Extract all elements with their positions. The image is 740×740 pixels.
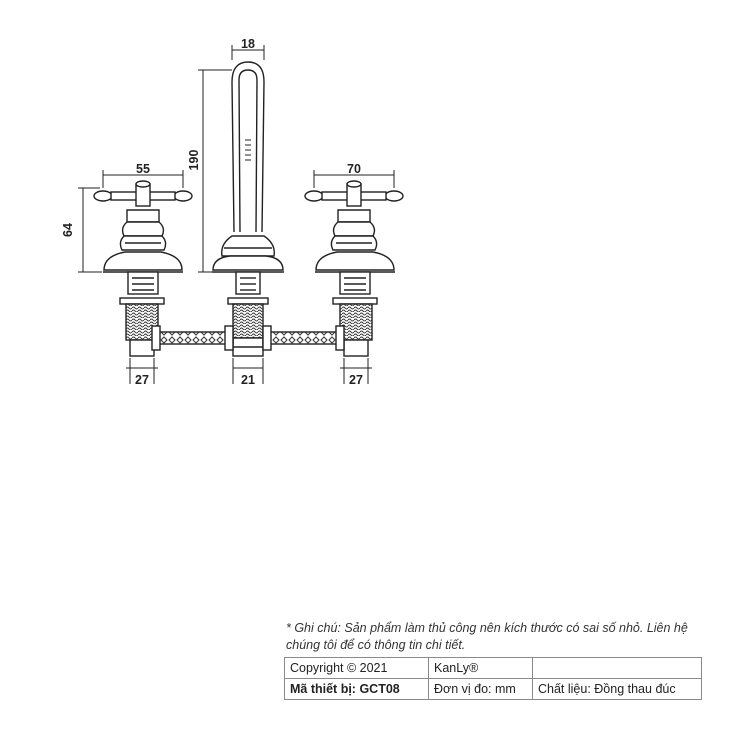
table-row xyxy=(285,658,702,679)
left-valve xyxy=(94,181,192,356)
spout xyxy=(212,62,284,356)
dim-center-connector: 21 xyxy=(241,373,255,387)
material-cell: Chất liệu: Đồng thau đúc xyxy=(533,679,702,700)
table-row xyxy=(285,679,702,700)
model-code-cell: Mã thiết bị: GCT08 xyxy=(285,679,429,700)
copyright-cell: Copyright © 2021 xyxy=(285,658,429,679)
product-info-table xyxy=(284,657,702,700)
dim-right-handle-width: 70 xyxy=(347,162,361,176)
dim-handle-height: 64 xyxy=(61,223,75,237)
disclaimer-note: * Ghi chú: Sản phẩm làm thủ công nên kích thước có sai số nhỏ. Liên hệ chúng tôi để có thông tin chi tiết. xyxy=(286,621,688,652)
brand-cell: KanLy® xyxy=(429,658,533,679)
dim-spout-width: 18 xyxy=(241,37,255,51)
right-valve xyxy=(305,181,403,356)
dim-spout-height: 190 xyxy=(187,149,201,171)
dim-left-handle-width: 55 xyxy=(136,162,150,176)
unit-cell: Đơn vị đo: mm xyxy=(429,679,533,700)
empty-cell xyxy=(533,658,702,679)
dim-left-connector: 27 xyxy=(135,373,149,387)
dim-right-connector: 27 xyxy=(349,373,363,387)
